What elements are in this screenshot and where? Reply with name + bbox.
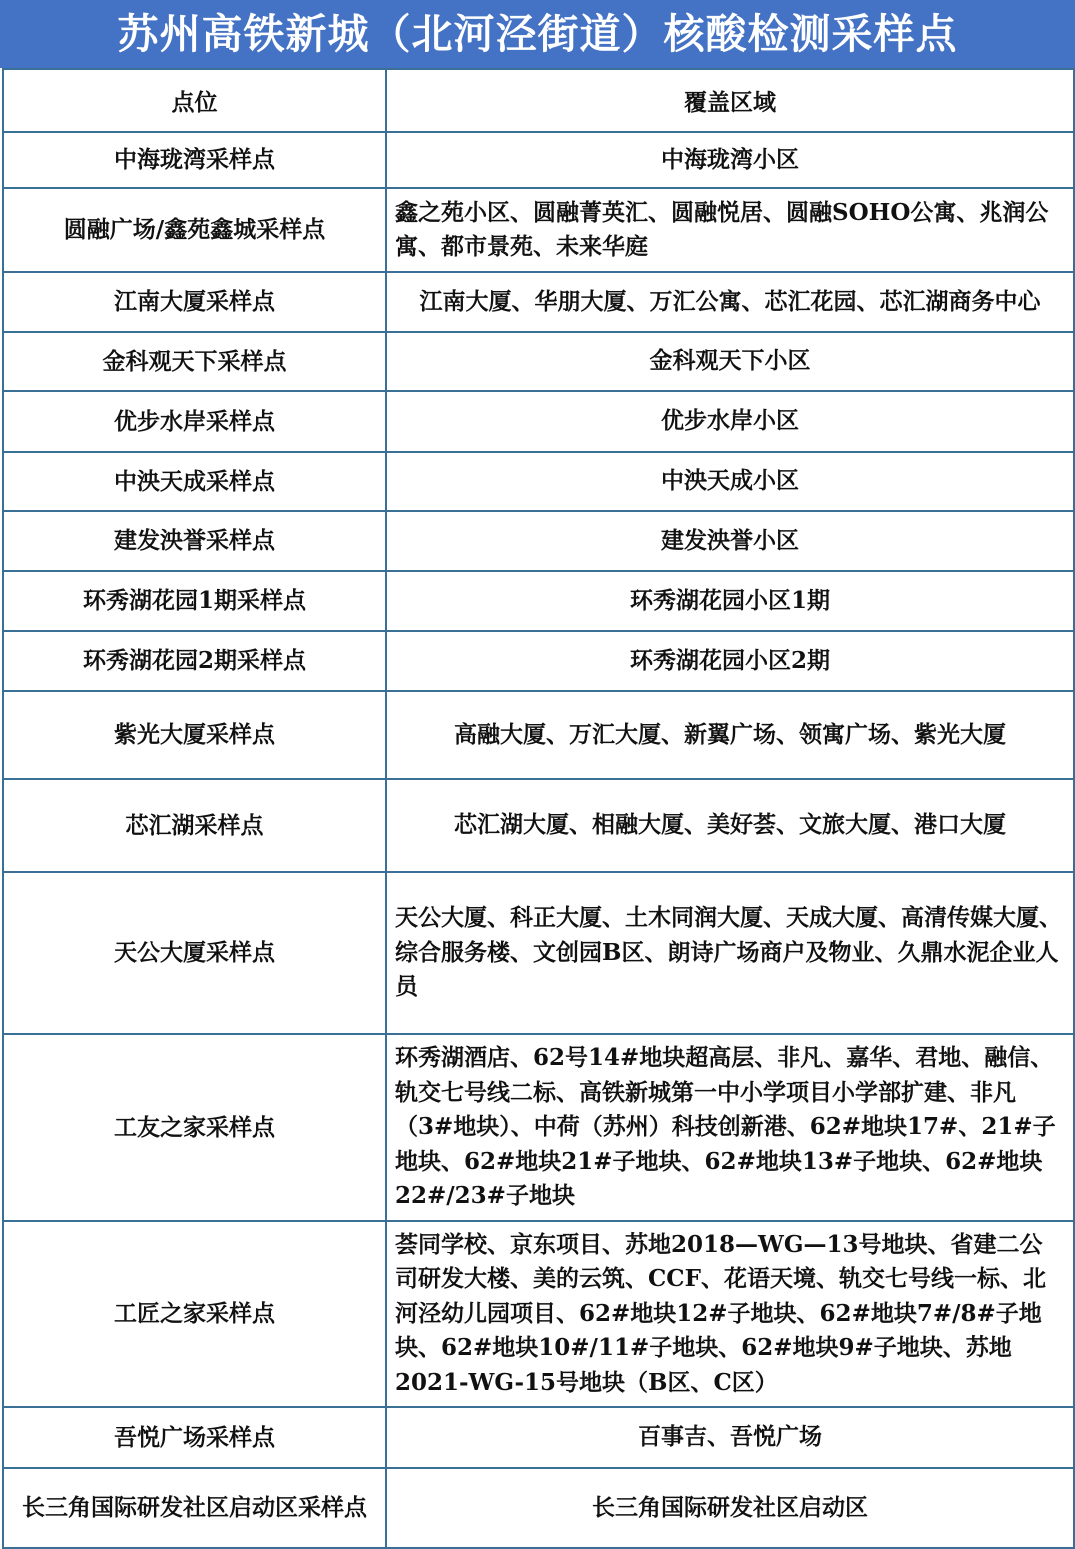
table-row bbox=[3, 511, 1074, 571]
area-cell: 环秀湖酒店、62号14#地块超高层、非凡、嘉华、君地、融信、轨交七号线二标、高铁新城第一中小学项目小学部扩建、非凡（3#地块）、中荷（苏州）科技创新港、62#地块17#、21#子地块、62#地块21#子地块、62#地块13#子地块、62#地块22#/23#子地块 bbox=[386, 1034, 1074, 1221]
area-cell: 芯汇湖大厦、相融大厦、美好荟、文旅大厦、港口大厦 bbox=[386, 779, 1074, 872]
point-cell: 吾悦广场采样点 bbox=[3, 1407, 386, 1468]
table-row bbox=[3, 1034, 1074, 1221]
area-cell: 中泱天成小区 bbox=[386, 452, 1074, 511]
area-cell: 高融大厦、万汇大厦、新翼广场、领寓广场、紫光大厦 bbox=[386, 691, 1074, 779]
table-row bbox=[3, 332, 1074, 391]
area-cell: 环秀湖花园小区2期 bbox=[386, 631, 1074, 691]
table-row bbox=[3, 571, 1074, 631]
table-row bbox=[3, 872, 1074, 1034]
area-cell: 荟同学校、京东项目、苏地2018—WG—13号地块、省建二公司研发大楼、美的云筑、CCF、花语天境、轨交七号线一标、北河泾幼儿园项目、62#地块12#子地块、62#地块7#/8#子地块、62#地块10#/11#子地块、62#地块9#子地块、苏地2021-WG-15号地块（B区、C区） bbox=[386, 1221, 1074, 1408]
table-row bbox=[3, 1407, 1074, 1468]
point-cell: 工匠之家采样点 bbox=[3, 1221, 386, 1408]
point-cell: 圆融广场/鑫苑鑫城采样点 bbox=[3, 188, 386, 272]
area-cell: 鑫之苑小区、圆融菁英汇、圆融悦居、圆融SOHO公寓、兆润公寓、都市景苑、未来华庭 bbox=[386, 188, 1074, 272]
table-row bbox=[3, 631, 1074, 691]
point-cell: 金科观天下采样点 bbox=[3, 332, 386, 391]
page-title: 苏州高铁新城（北河泾街道）核酸检测采样点 bbox=[0, 0, 1075, 68]
point-cell: 紫光大厦采样点 bbox=[3, 691, 386, 779]
point-cell: 江南大厦采样点 bbox=[3, 272, 386, 332]
table-row bbox=[3, 132, 1074, 188]
area-cell: 建发泱誉小区 bbox=[386, 511, 1074, 571]
point-cell: 优步水岸采样点 bbox=[3, 391, 386, 452]
column-header-area: 覆盖区域 bbox=[386, 69, 1074, 132]
area-cell: 中海珑湾小区 bbox=[386, 132, 1074, 188]
area-cell: 百事吉、吾悦广场 bbox=[386, 1407, 1074, 1468]
table-row bbox=[3, 1468, 1074, 1548]
table-row bbox=[3, 391, 1074, 452]
point-cell: 环秀湖花园2期采样点 bbox=[3, 631, 386, 691]
point-cell: 建发泱誉采样点 bbox=[3, 511, 386, 571]
area-cell: 江南大厦、华朋大厦、万汇公寓、芯汇花园、芯汇湖商务中心 bbox=[386, 272, 1074, 332]
area-cell: 长三角国际研发社区启动区 bbox=[386, 1468, 1074, 1548]
column-header-point: 点位 bbox=[3, 69, 386, 132]
table-row bbox=[3, 1221, 1074, 1408]
area-cell: 优步水岸小区 bbox=[386, 391, 1074, 452]
table-row bbox=[3, 452, 1074, 511]
area-cell: 环秀湖花园小区1期 bbox=[386, 571, 1074, 631]
sampling-points-table bbox=[2, 68, 1075, 1549]
point-cell: 中泱天成采样点 bbox=[3, 452, 386, 511]
point-cell: 环秀湖花园1期采样点 bbox=[3, 571, 386, 631]
table-body bbox=[3, 132, 1074, 1548]
point-cell: 工友之家采样点 bbox=[3, 1034, 386, 1221]
point-cell: 天公大厦采样点 bbox=[3, 872, 386, 1034]
table-row bbox=[3, 779, 1074, 872]
area-cell: 天公大厦、科正大厦、土木同润大厦、天成大厦、高清传媒大厦、综合服务楼、文创园B区、朗诗广场商户及物业、久鼎水泥企业人员 bbox=[386, 872, 1074, 1034]
table-row bbox=[3, 272, 1074, 332]
table-row bbox=[3, 188, 1074, 272]
point-cell: 长三角国际研发社区启动区采样点 bbox=[3, 1468, 386, 1548]
point-cell: 芯汇湖采样点 bbox=[3, 779, 386, 872]
table-row bbox=[3, 691, 1074, 779]
area-cell: 金科观天下小区 bbox=[386, 332, 1074, 391]
table-header-row bbox=[3, 69, 1074, 132]
point-cell: 中海珑湾采样点 bbox=[3, 132, 386, 188]
